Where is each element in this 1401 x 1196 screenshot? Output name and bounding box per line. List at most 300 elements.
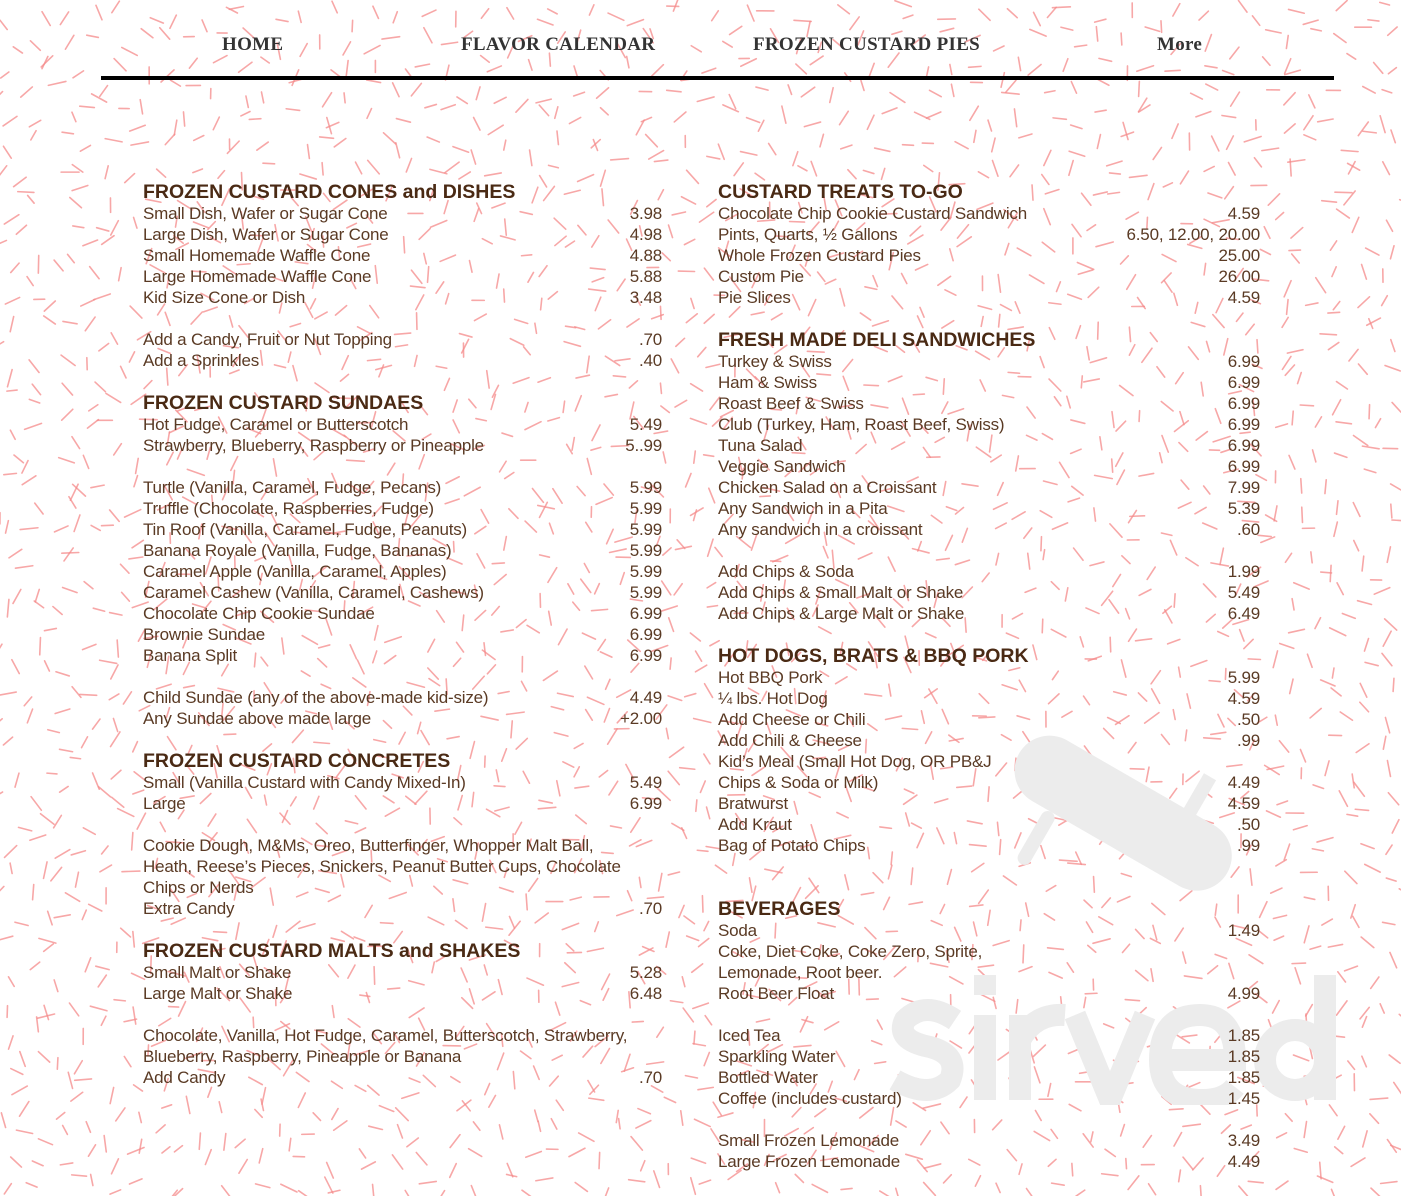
sprinkle (867, 115, 874, 129)
nav-more[interactable]: More (1157, 34, 1203, 55)
menu-item (718, 772, 1263, 793)
item-name: Child Sundae (any of the above-made kid-size) (143, 688, 489, 707)
menu-item (718, 709, 1263, 730)
sprinkle (804, 122, 820, 127)
sprinkle (307, 145, 309, 159)
sprinkle (1353, 503, 1360, 517)
sprinkle (249, 119, 261, 120)
sprinkle (1363, 1131, 1367, 1147)
sprinkle (530, 150, 532, 166)
sprinkle (193, 169, 203, 173)
sprinkle (170, 15, 176, 28)
sprinkle (99, 787, 111, 797)
nav-frozen-custard-pies[interactable]: FROZEN CUSTARD PIES (753, 34, 981, 55)
sprinkle (1387, 761, 1390, 777)
sprinkle (114, 444, 122, 455)
sprinkle (1371, 977, 1379, 988)
sprinkle (94, 294, 110, 300)
menu-item (718, 561, 1263, 582)
sprinkle (1385, 366, 1400, 371)
sprinkle (313, 1113, 320, 1121)
sprinkle (1047, 7, 1056, 17)
sprinkle (1325, 480, 1326, 494)
sprinkle (696, 800, 697, 811)
sprinkle (100, 865, 112, 872)
sprinkle (1310, 708, 1321, 718)
menu-item (143, 835, 688, 856)
sprinkle (415, 64, 429, 67)
sprinkle (599, 1152, 600, 1168)
spacer (143, 308, 688, 329)
sprinkle (1315, 417, 1321, 427)
sprinkle (54, 260, 63, 271)
sprinkle (926, 112, 940, 118)
sprinkle (1320, 334, 1336, 335)
sprinkle (1145, 27, 1159, 31)
sprinkle (522, 1190, 536, 1196)
menu-item (143, 708, 688, 729)
sprinkle (445, 162, 459, 173)
sprinkle (1071, 82, 1076, 94)
sprinkle (4, 473, 17, 474)
sprinkle (494, 97, 506, 103)
item-name: Chips or Nerds (143, 878, 254, 897)
sprinkle (536, 99, 551, 103)
sprinkle (16, 225, 26, 234)
sprinkle (441, 105, 455, 110)
item-name: Turtle (Vanilla, Caramel, Fudge, Pecans) (143, 478, 442, 497)
sprinkle (140, 100, 142, 114)
sprinkle (86, 1122, 90, 1133)
sprinkle (73, 71, 83, 78)
sprinkle (98, 975, 106, 987)
item-name: Turkey & Swiss (718, 352, 832, 371)
sprinkle (652, 65, 664, 76)
sprinkle (406, 158, 411, 171)
menu-item (143, 414, 688, 435)
sprinkle (1394, 1082, 1401, 1095)
sprinkle (801, 87, 814, 97)
sprinkle (320, 137, 334, 138)
sprinkle (812, 1184, 827, 1192)
sprinkle (1285, 553, 1291, 562)
sprinkle (4, 1184, 11, 1194)
sprinkle (241, 111, 250, 115)
sprinkle (20, 1052, 25, 1067)
sprinkle (117, 640, 118, 657)
sprinkle (1385, 619, 1397, 630)
item-name: Chips & Soda or Milk) (718, 773, 879, 792)
sprinkle (165, 134, 174, 144)
sprinkle (1303, 20, 1318, 24)
sprinkle (1248, 1181, 1263, 1183)
sprinkle (489, 1095, 496, 1107)
sprinkle (48, 81, 66, 85)
sprinkle (205, 1150, 211, 1165)
menu-item (143, 540, 688, 561)
sprinkle (597, 88, 609, 99)
item-price: 4.49 (1227, 773, 1260, 792)
sprinkle (1318, 119, 1333, 122)
sprinkle (11, 1157, 22, 1167)
sprinkle (80, 106, 95, 107)
sprinkle (1291, 228, 1303, 239)
sprinkle (1204, 166, 1214, 171)
sprinkle (641, 117, 651, 121)
sprinkle (384, 133, 396, 144)
sprinkle (674, 112, 686, 122)
sprinkle (6, 521, 9, 533)
item-name: Chocolate Chip Cookie Custard Sandwich (718, 204, 1027, 223)
item-price: 6.48 (629, 984, 662, 1003)
item-name: Add a Sprinkles (143, 351, 260, 370)
sprinkle (1289, 250, 1300, 251)
sprinkle (636, 120, 644, 135)
sprinkle (100, 86, 108, 97)
sprinkle (1289, 629, 1305, 632)
sprinkle (261, 92, 263, 103)
sprinkle (473, 1122, 479, 1130)
item-name: Add Cheese or Chili (718, 710, 866, 729)
sprinkle (474, 117, 480, 130)
sprinkle (32, 1161, 43, 1166)
sprinkle (1095, 110, 1106, 112)
sprinkle (352, 20, 353, 31)
sprinkle (51, 867, 62, 881)
sprinkle (10, 863, 12, 873)
spacer (718, 1004, 1263, 1025)
sprinkle (34, 601, 43, 608)
sprinkle (1365, 662, 1378, 665)
sprinkle (1262, 148, 1279, 150)
sprinkle (471, 1186, 477, 1196)
item-name: Add Kraut (718, 815, 792, 834)
sprinkle (129, 557, 143, 559)
sprinkle (1304, 897, 1315, 899)
sprinkle (841, 145, 852, 149)
sprinkle (697, 850, 708, 851)
sprinkle (99, 343, 109, 350)
sprinkle (25, 423, 42, 429)
sprinkle (90, 267, 99, 279)
menu-item (718, 603, 1263, 624)
menu-item (718, 814, 1263, 835)
sprinkle (5, 846, 17, 858)
sprinkle (555, 107, 558, 119)
sprinkle (59, 458, 75, 463)
sprinkle (61, 355, 75, 365)
sprinkle (704, 921, 709, 930)
item-price: 1.85 (1227, 1026, 1260, 1045)
sprinkle (979, 9, 990, 20)
sprinkle (978, 172, 988, 178)
sprinkle (1340, 712, 1352, 720)
item-name: Cookie Dough, M&Ms, Oreo, Butterfinger, Whopper Malt Ball, (143, 836, 594, 855)
sprinkle (690, 633, 700, 641)
sprinkle (18, 192, 34, 193)
item-name: Large Dish, Wafer or Sugar Cone (143, 225, 389, 244)
sprinkle (1335, 192, 1352, 193)
sprinkle (1006, 80, 1016, 92)
sprinkle (208, 1087, 212, 1097)
sprinkle (62, 552, 79, 553)
sprinkle (96, 966, 109, 969)
menu-item (143, 203, 688, 224)
sprinkle (1097, 135, 1100, 149)
sprinkle (55, 709, 70, 714)
sprinkle (1316, 278, 1326, 293)
item-name: Bottled Water (718, 1068, 818, 1087)
sprinkle (10, 317, 13, 332)
item-name: Ham & Swiss (718, 373, 817, 392)
sprinkle (31, 797, 41, 811)
sprinkle (1139, 81, 1140, 96)
menu-item (718, 372, 1263, 393)
sprinkle (430, 169, 447, 173)
sprinkle (1392, 520, 1401, 521)
sprinkle (104, 1136, 106, 1152)
sprinkle (691, 1178, 696, 1195)
menu-item (718, 835, 1263, 856)
sprinkle (1364, 469, 1376, 473)
sprinkle (3, 737, 12, 745)
sprinkle (44, 301, 55, 311)
sprinkle (112, 1, 120, 13)
sprinkle (0, 644, 2, 654)
sprinkle (1351, 1158, 1365, 1166)
sprinkle (693, 1044, 705, 1046)
sprinkle (65, 893, 79, 902)
sprinkle (1330, 241, 1336, 250)
sprinkle (10, 430, 15, 439)
sprinkle (1345, 966, 1358, 971)
sprinkle (1285, 365, 1294, 375)
sprinkle (71, 1092, 83, 1101)
sprinkle (229, 6, 243, 9)
sprinkle (1356, 744, 1369, 753)
sprinkle (712, 11, 719, 21)
sprinkle (0, 92, 3, 100)
sprinkle (1276, 212, 1284, 219)
sprinkle (105, 139, 122, 142)
sprinkle (704, 1053, 709, 1066)
sprinkle (692, 964, 703, 972)
sprinkle (729, 95, 735, 109)
sprinkle (262, 1088, 266, 1104)
sprinkle (1095, 19, 1106, 22)
sprinkle (1289, 455, 1295, 469)
sprinkle (110, 1087, 114, 1103)
sprinkle (132, 540, 143, 547)
sprinkle (1222, 115, 1236, 117)
sprinkle (35, 589, 39, 602)
sprinkle (1285, 70, 1301, 74)
menu-right-column (718, 181, 1263, 1172)
item-name: Large Homemade Waffle Cone (143, 267, 372, 286)
item-price: 6.99 (629, 794, 662, 813)
menu-item (718, 203, 1263, 224)
sprinkle (18, 827, 31, 830)
spacer (143, 1004, 688, 1025)
sprinkle (344, 93, 345, 103)
sprinkle (93, 608, 104, 611)
sprinkle (1302, 507, 1303, 522)
sprinkle (45, 661, 50, 671)
sprinkle (1360, 702, 1369, 711)
sprinkle (0, 692, 16, 695)
sprinkle (1354, 541, 1359, 551)
item-price: 4.59 (1227, 288, 1260, 307)
sprinkle (895, 1, 911, 7)
sprinkle (1353, 436, 1367, 446)
item-price: 6.99 (629, 625, 662, 644)
sprinkle (128, 1148, 144, 1155)
item-price: 6.99 (629, 646, 662, 665)
sprinkle (133, 1007, 136, 1024)
sprinkle (72, 1175, 87, 1176)
sprinkle (1165, 70, 1180, 71)
sprinkle (699, 1180, 710, 1184)
sprinkle (1325, 761, 1329, 776)
sprinkle (1294, 583, 1309, 589)
sprinkle (548, 9, 557, 14)
sprinkle (589, 5, 594, 15)
item-price: 3.98 (629, 204, 662, 223)
sprinkle (1034, 12, 1041, 25)
sprinkle (1010, 165, 1019, 177)
sprinkle (641, 1161, 645, 1171)
sprinkle (111, 665, 118, 679)
sprinkle (130, 125, 146, 131)
sprinkle (24, 697, 31, 706)
sprinkle (1273, 651, 1277, 668)
sprinkle (41, 814, 54, 825)
sprinkle (64, 548, 73, 561)
sprinkle (286, 109, 299, 111)
sprinkle (83, 828, 95, 835)
sprinkle (29, 399, 39, 403)
sprinkle (1239, 1186, 1248, 1196)
sprinkle (63, 587, 77, 592)
sprinkle (880, 1191, 890, 1196)
sprinkle (72, 437, 80, 449)
sprinkle (54, 915, 70, 918)
menu-item (143, 245, 688, 266)
sprinkle (63, 321, 77, 323)
sprinkle (1239, 1, 1247, 13)
sprinkle (362, 1162, 376, 1169)
item-name: Coke, Diet Coke, Coke Zero, Sprite, (718, 942, 983, 961)
sprinkle (1173, 4, 1180, 16)
sprinkle (850, 17, 859, 30)
sprinkle (704, 314, 714, 323)
menu-item (718, 667, 1263, 688)
sprinkle (80, 145, 90, 151)
sprinkle (1360, 1007, 1369, 1019)
sprinkle (0, 342, 4, 348)
sprinkle (202, 20, 207, 32)
nav-flavor-calendar[interactable]: FLAVOR CALENDAR (461, 34, 656, 55)
sprinkle (1205, 66, 1217, 68)
sprinkle (14, 455, 23, 463)
sprinkle (1153, 147, 1161, 159)
sprinkle (734, 163, 743, 176)
sprinkle (322, 163, 323, 175)
sprinkle (54, 980, 58, 992)
sprinkle (91, 525, 100, 530)
sprinkle (707, 156, 720, 159)
sprinkle (756, 87, 768, 90)
menu-item (718, 393, 1263, 414)
sprinkle (62, 383, 72, 395)
sprinkle (162, 1105, 172, 1108)
sprinkle (183, 112, 184, 126)
sprinkle (157, 169, 166, 177)
sprinkle (89, 904, 102, 911)
item-price: 6.99 (1227, 394, 1260, 413)
sprinkle (1228, 163, 1235, 175)
item-price: 6.49 (1227, 604, 1260, 623)
sprinkle (1361, 937, 1374, 948)
sprinkle (436, 1191, 445, 1196)
item-price: 4.99 (1227, 984, 1260, 1003)
sprinkle (1331, 688, 1341, 696)
sprinkle (704, 268, 713, 280)
sprinkle (1366, 248, 1379, 255)
sprinkle (1362, 1017, 1366, 1028)
sprinkle (89, 405, 98, 411)
menu-left-column (143, 181, 688, 1088)
sprinkle (488, 125, 503, 134)
sprinkle (334, 1121, 347, 1130)
sprinkle (841, 1188, 852, 1189)
menu-item (143, 477, 688, 498)
sprinkle (702, 68, 716, 73)
sprinkle (557, 131, 558, 144)
sprinkle (1061, 27, 1073, 30)
sprinkle (194, 136, 204, 141)
sprinkle (1275, 715, 1277, 725)
sprinkle (131, 142, 149, 145)
sprinkle (1276, 424, 1288, 427)
nav-home[interactable]: HOME (222, 34, 284, 55)
item-name: Add a Candy, Fruit or Nut Topping (143, 330, 392, 349)
menu-item (718, 688, 1263, 709)
sprinkle (20, 528, 38, 530)
sprinkle (44, 628, 56, 630)
item-name: Banana Split (143, 646, 238, 665)
sprinkle (627, 20, 643, 26)
sprinkle (84, 582, 93, 589)
item-name: Add Chips & Soda (718, 562, 854, 581)
sprinkle (55, 850, 70, 859)
sprinkle (96, 5, 102, 19)
sprinkle (487, 66, 501, 72)
sprinkle (694, 718, 711, 722)
sprinkle (174, 120, 177, 135)
spacer (143, 456, 688, 477)
item-name: Any Sundae above made large (143, 709, 372, 728)
sprinkle (1196, 111, 1211, 116)
item-price: .70 (638, 1068, 662, 1087)
menu-item (143, 224, 688, 245)
sprinkle (100, 660, 117, 663)
sprinkle (57, 1113, 65, 1120)
sprinkle (526, 1152, 542, 1158)
sprinkle (1364, 639, 1368, 652)
spacer (143, 919, 688, 940)
sprinkle (91, 485, 104, 488)
